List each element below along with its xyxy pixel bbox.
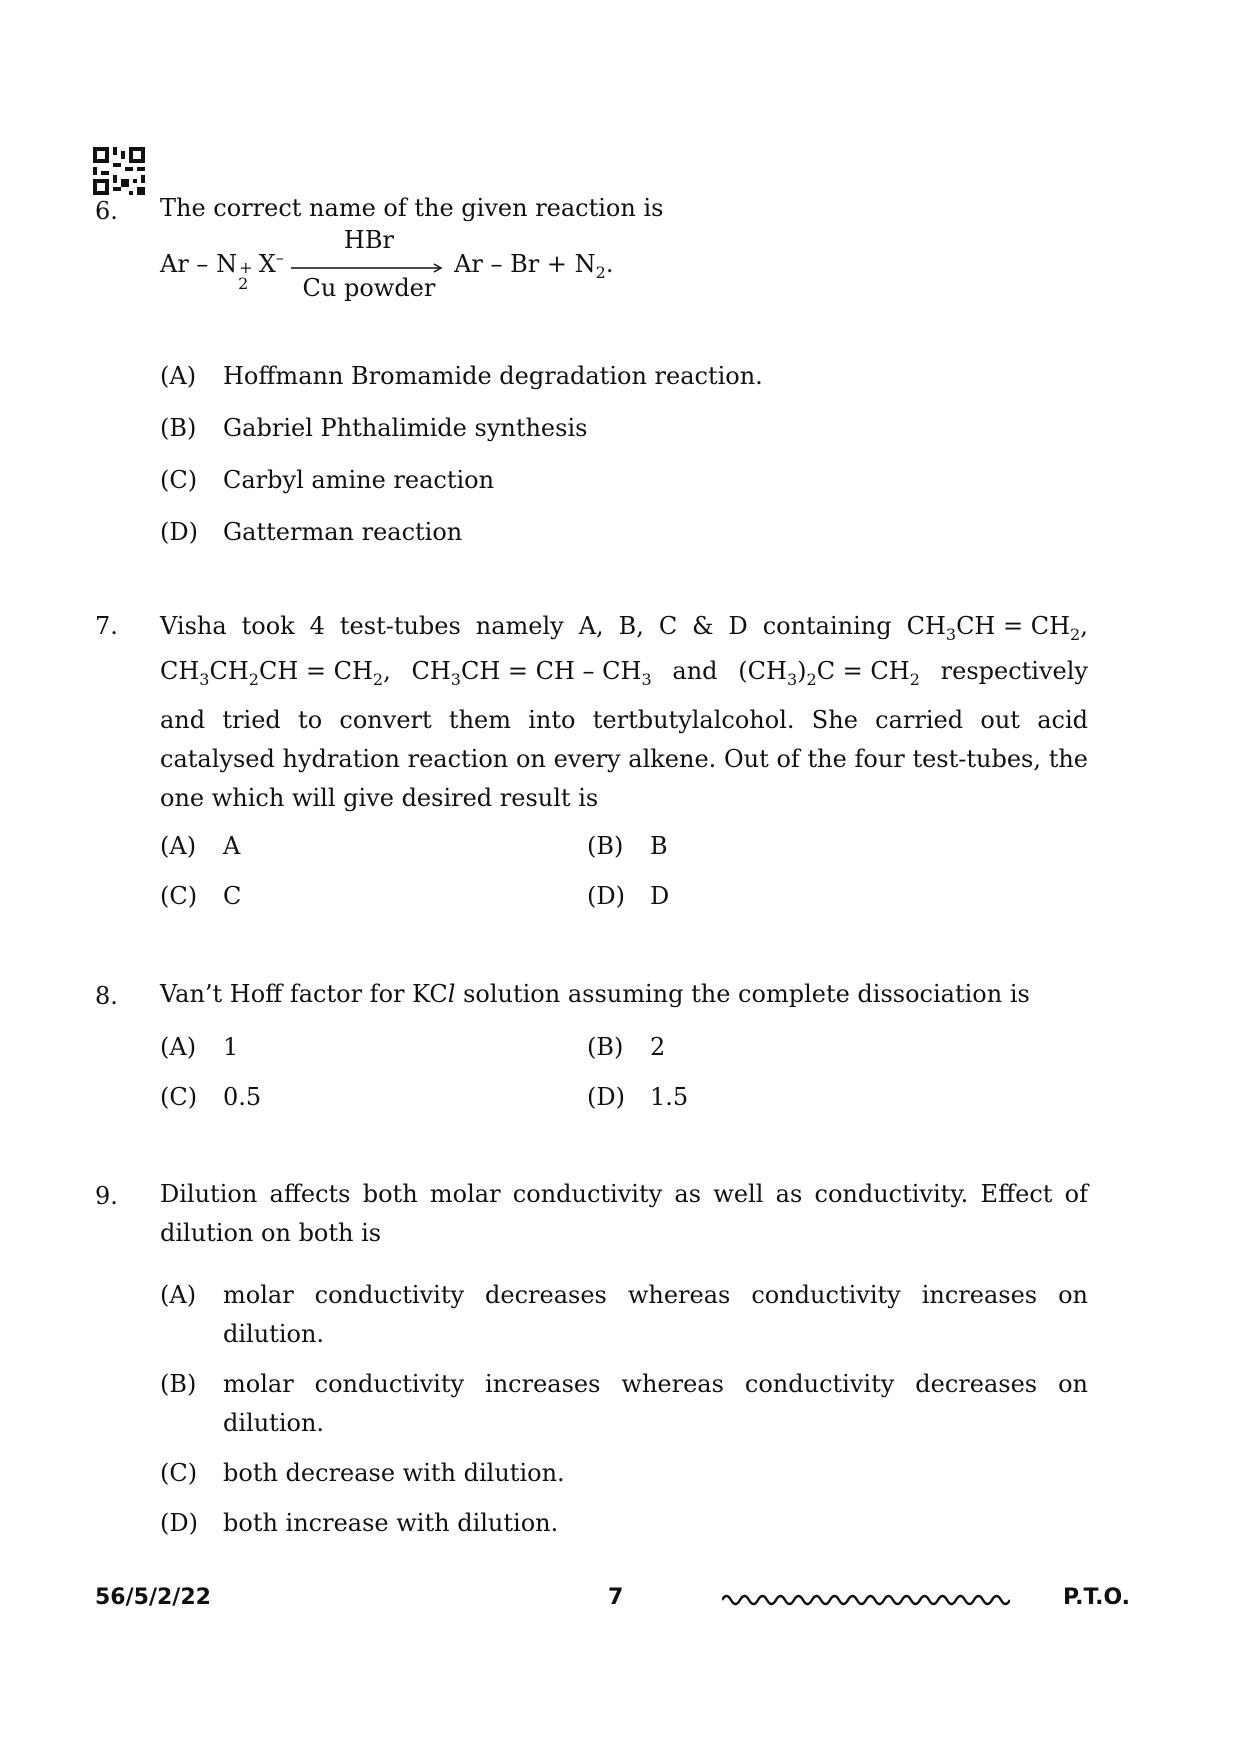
qr-code bbox=[93, 147, 145, 195]
option-text: Hoffmann Bromamide degradation reaction. bbox=[223, 362, 763, 390]
question-8-stem bbox=[160, 975, 1030, 1014]
option-label: (B) bbox=[587, 832, 624, 860]
wavy-line-decoration bbox=[722, 1591, 1010, 1609]
option-label: (D) bbox=[587, 1083, 625, 1111]
option-label: (A) bbox=[160, 832, 197, 860]
option-label: (B) bbox=[160, 1370, 197, 1398]
option-text: 0.5 bbox=[223, 1083, 262, 1111]
option-label: (B) bbox=[160, 414, 197, 442]
question-number: 7. bbox=[95, 612, 118, 640]
option-label: (C) bbox=[160, 1083, 198, 1111]
eq-right-sub: 2 bbox=[595, 262, 606, 282]
option-text: molar conductivity increases whereas conductivity decreases on dilution. bbox=[223, 1370, 1088, 1437]
stem-part: solution assuming the complete dissociation is bbox=[455, 980, 1030, 1008]
option-text: 1 bbox=[223, 1033, 239, 1061]
page-number: 7 bbox=[608, 1585, 624, 1610]
option-text: both increase with dilution. bbox=[223, 1509, 559, 1537]
eq-x: X bbox=[258, 250, 276, 278]
eq-left: Ar – N bbox=[160, 250, 238, 278]
option-text: 1.5 bbox=[650, 1083, 689, 1111]
question-number: 6. bbox=[95, 197, 118, 225]
reaction-equation: Ar – N + 2 X– HBr Cu powder $Ar - Br + N_2$. bbox=[160, 225, 614, 302]
option-label: (A) bbox=[160, 1033, 197, 1061]
option-text: A bbox=[223, 832, 241, 860]
stem-part: Van’t Hoff factor for KC bbox=[160, 980, 448, 1008]
option-text: molar conductivity decreases whereas conductivity increases on dilution. bbox=[223, 1281, 1088, 1348]
option-text: C bbox=[223, 882, 242, 910]
stem-italic-l: l bbox=[447, 980, 456, 1008]
question-9-stem: Dilution affects both molar conductivity as well as conductivity. Effect of dilution on both is bbox=[160, 1180, 1088, 1247]
arrow-catalyst: Cu powder bbox=[302, 273, 436, 302]
option-text: B bbox=[650, 832, 668, 860]
option-label: (D) bbox=[160, 518, 198, 546]
paper-code: 56/5/2/22 bbox=[95, 1585, 211, 1610]
arrow-reagent: HBr bbox=[343, 225, 394, 254]
question-stem: The correct name of the given reaction is bbox=[160, 194, 664, 222]
eq-right: Ar – Br + N bbox=[454, 250, 596, 278]
question-number: 8. bbox=[95, 982, 118, 1010]
question-number: 9. bbox=[95, 1182, 118, 1210]
eq-x-sup: – bbox=[275, 248, 284, 267]
option-label: (C) bbox=[160, 882, 198, 910]
question-7-stem-tail: and tried to convert them into tertbutylalcohol. She carried out acid catalysed hydration reaction on every alkene. Out of the four test-tubes, the one which will give desired result is bbox=[160, 706, 1088, 812]
option-text: Gatterman reaction bbox=[223, 518, 463, 546]
option-text: Carbyl amine reaction bbox=[223, 466, 495, 494]
option-label: (A) bbox=[160, 1281, 197, 1309]
option-label: (A) bbox=[160, 362, 197, 390]
option-text: both decrease with dilution. bbox=[223, 1459, 565, 1487]
formula-line-2: $CH_3CH_2CH = CH_2$, $CH_3CH$ = CH – $CH_3$ and $(CH_3)_2C = CH_2$ respectively bbox=[160, 657, 1088, 689]
option-text: Gabriel Phthalimide synthesis bbox=[223, 414, 588, 442]
eq-end: . bbox=[605, 250, 614, 278]
option-label: (B) bbox=[587, 1033, 624, 1061]
pto-label: P.T.O. bbox=[1063, 1585, 1131, 1610]
option-text: 2 bbox=[650, 1033, 666, 1061]
option-label: (D) bbox=[160, 1509, 198, 1537]
formula-line-1: Visha took 4 test-tubes namely A, B, C & D containing $CH_3CH = CH_2$, bbox=[160, 612, 1088, 644]
question-7-formula-lines bbox=[160, 607, 1088, 697]
option-label: (C) bbox=[160, 1459, 198, 1487]
option-label: (C) bbox=[160, 466, 198, 494]
option-label: (D) bbox=[587, 882, 625, 910]
reaction-arrow bbox=[291, 225, 446, 302]
option-text: D bbox=[650, 882, 670, 910]
